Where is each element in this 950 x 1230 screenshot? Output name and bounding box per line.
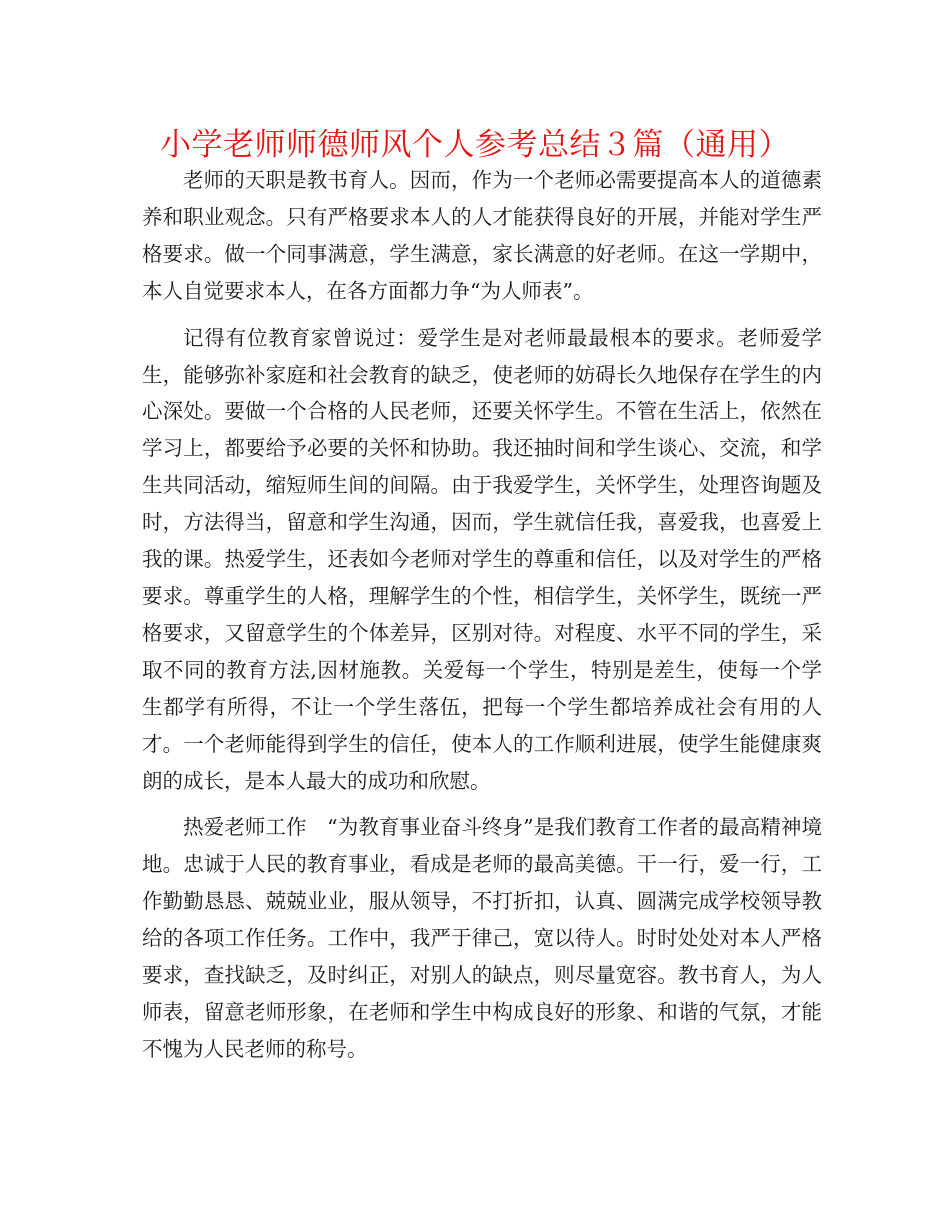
paragraph: 老师的天职是教书育人。因而，作为一个老师必需要提高本人的道德素养和职业观念。只有严格要求本人的人才能获得良好的开展，并能对学生严格要求。做一个同事满意，学生满意，家长满意的好老师。在这一学期中，本人自觉要求本人，在各方面都力争“为人师表”。	[142, 168, 822, 303]
document-title: 小学老师师德师风个人参考总结３篇（通用）	[160, 127, 790, 163]
paragraph: 记得有位教育家曾说过：爱学生是对老师最最根本的要求。老师爱学生，能够弥补家庭和社会教育的缺乏，使老师的妨碍长久地保存在学生的内心深处。要做一个合格的人民老师，还要关怀学生。不管在生活上，依然在学习上，都要给予必要的关怀和协助。我还抽时间和学生谈心、交流，和学生共同活动，缩短师生间的间隔。由于我爱学生，关怀学生，处理咨询题及时，方法得当，留意和学生沟通，因而，学生就信任我，喜爱我，也喜爱上我的课。热爱学生，还表如今老师对学生的尊重和信任，以及对学生的严格要求。尊重学生的人格，理解学生的个性，相信学生，关怀学生，既统一严格要求，又留意学生的个体差异，区别对待。对程度、水平不同的学生，采取不同的教育方法,因材施教。关爱每一个学生，特别是差生，使每一个学生都学有所得，不让一个学生落伍，把每一个学生都培养成社会有用的人才。一个老师能得到学生的信任，使本人的工作顺利进展，使学生能健康爽朗的成长，是本人最大的成功和欣慰。	[142, 325, 822, 793]
paragraph: 热爱老师工作 “为教育事业奋斗终身”是我们教育工作者的最高精神境地。忠诚于人民的教育事业，看成是老师的最高美德。干一行，爱一行，工作勤勤恳恳、兢兢业业，服从领导，不打折扣，认真、圆满完成学校领导教给的各项工作任务。工作中，我严于律己，宽以待人。时时处处对本人严格要求，查找缺乏，及时纠正，对别人的缺点，则尽量宽容。教书育人，为人师表，留意老师形象，在老师和学生中构成良好的形象、和谐的气氛，才能不愧为人民老师的称号。	[142, 815, 822, 1061]
document-body	[142, 162, 822, 1078]
